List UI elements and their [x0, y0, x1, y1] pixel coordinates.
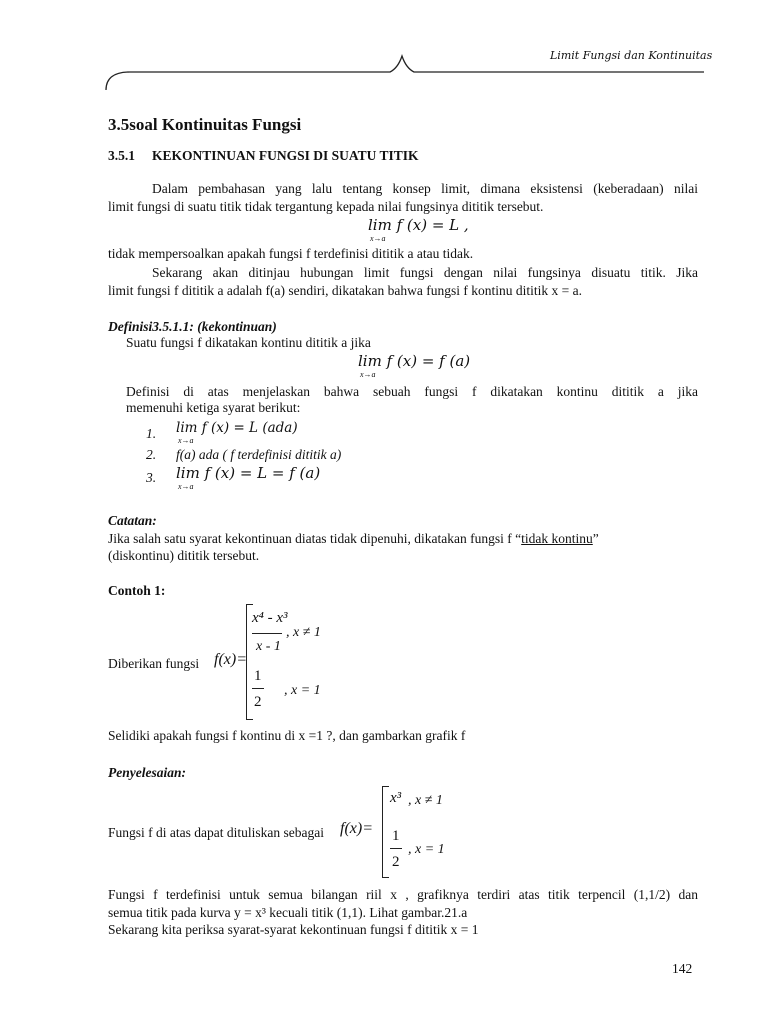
- example-case-2-denominator: 2: [254, 694, 262, 710]
- solution-rewrite: Fungsi f di atas dapat dituliskan sebagai: [108, 825, 324, 840]
- condition-3-text: lim f (x) = L = f (a): [176, 464, 321, 482]
- definition-line-1: Suatu fungsi f dikatakan kontinu dititik a jika: [126, 335, 371, 350]
- note-line-2: (diskontinu) dititik tersebut.: [108, 548, 260, 563]
- solution-case-2-condition: , x = 1: [408, 842, 445, 857]
- page-number: 142: [672, 961, 693, 976]
- note-close-quote: ”: [592, 531, 599, 546]
- example-case-2-condition: , x = 1: [284, 683, 321, 698]
- intro-line-2: limit fungsi di suatu titik tidak tergantung kepada nilai fungsinya dititik tersebut.: [108, 199, 544, 214]
- solution-case-2-denominator: 2: [392, 854, 400, 870]
- solution-fx: f(x)=: [340, 820, 373, 837]
- intro-line-4: Sekarang akan ditinjau hubungan limit fungsi dengan nilai fungsinya disuatu titik. Jika: [152, 265, 698, 280]
- subsection-number: 3.5.1: [108, 148, 135, 163]
- condition-1-number: 1.: [146, 426, 157, 441]
- example-heading: Contoh 1:: [108, 583, 166, 598]
- solution-paragraph-1: Fungsi f terdefinisi untuk semua bilangan riil x , grafiknya terdiri atas titik terpencil (1,1/2) dan: [108, 887, 698, 902]
- definition-explanation-1: Definisi di atas menjelaskan bahwa sebuah fungsi f dikatakan kontinu dititik a jika: [126, 384, 698, 399]
- condition-1-text: lim f (x) = L (ada): [176, 420, 298, 436]
- condition-3-number: 3.: [146, 470, 157, 485]
- intro-line-3: tidak mempersoalkan apakah fungsi f terdefinisi dititik a atau tidak.: [108, 246, 474, 261]
- solution-paragraph-3: Sekarang kita periksa syarat-syarat kekontinuan fungsi f dititik x = 1: [108, 922, 479, 937]
- section-title: 3.5soal Kontinuitas Fungsi: [108, 115, 302, 134]
- solution-paragraph-2: semua titik pada kurva y = x³ kecuali titik (1,1). Lihat gambar.21.a: [108, 905, 468, 920]
- solution-case-1: x³: [390, 790, 402, 806]
- note-underlined-term: tidak kontinu: [521, 531, 593, 546]
- header-ornament: [100, 48, 713, 96]
- equation-limit-L: lim f (x) = L ,: [368, 216, 469, 234]
- note-line-1: [108, 531, 698, 547]
- running-header: Limit Fungsi dan Kontinuitas: [550, 49, 713, 62]
- condition-2-text: f(a) ada ( f terdefinisi dititik a): [176, 447, 342, 462]
- definition-equation-sub: x→a: [360, 370, 376, 379]
- solution-case-1-condition: , x ≠ 1: [408, 793, 443, 808]
- solution-piecewise-brace: [382, 786, 389, 878]
- definition-heading: Definisi3.5.1.1: (kekontinuan): [108, 319, 277, 334]
- solution-heading: Penyelesaian:: [108, 765, 186, 780]
- example-case-1-numerator: x⁴ - x³: [252, 610, 288, 626]
- example-question: Selidiki apakah fungsi f kontinu di x =1 ?, dan gambarkan grafik f: [108, 728, 466, 743]
- definition-equation: lim f (x) = f (a): [358, 352, 471, 370]
- example-case-2-fraction-bar: [252, 688, 264, 689]
- example-given: Diberikan fungsi: [108, 656, 200, 671]
- example-case-2-numerator: 1: [254, 668, 262, 684]
- example-case-1-fraction-bar: [252, 633, 282, 634]
- example-case-1-condition: , x ≠ 1: [286, 625, 321, 640]
- equation-limit-L-sub: x→a: [370, 234, 386, 243]
- intro-line-1: Dalam pembahasan yang lalu tentang konsep limit, dimana eksistensi (keberadaan) nilai: [152, 181, 698, 196]
- note-heading: Catatan:: [108, 513, 157, 528]
- example-case-1-denominator: x - 1: [256, 639, 281, 654]
- condition-3-sub: x→a: [178, 482, 194, 491]
- condition-1-sub: x→a: [178, 436, 194, 445]
- definition-explanation-2: memenuhi ketiga syarat berikut:: [126, 400, 301, 415]
- solution-case-2-fraction-bar: [390, 848, 402, 849]
- solution-case-2-numerator: 1: [392, 828, 400, 844]
- intro-line-5: limit fungsi f dititik a adalah f(a) sendiri, dikatakan bahwa fungsi f kontinu dititik x = a.: [108, 283, 583, 298]
- condition-2-number: 2.: [146, 447, 157, 462]
- subsection-title: KEKONTINUAN FUNGSI DI SUATU TITIK: [152, 148, 419, 163]
- note-text: Jika salah satu syarat kekontinuan diatas tidak dipenuhi, dikatakan fungsi f “: [108, 531, 522, 546]
- example-fx: f(x)=: [214, 651, 247, 668]
